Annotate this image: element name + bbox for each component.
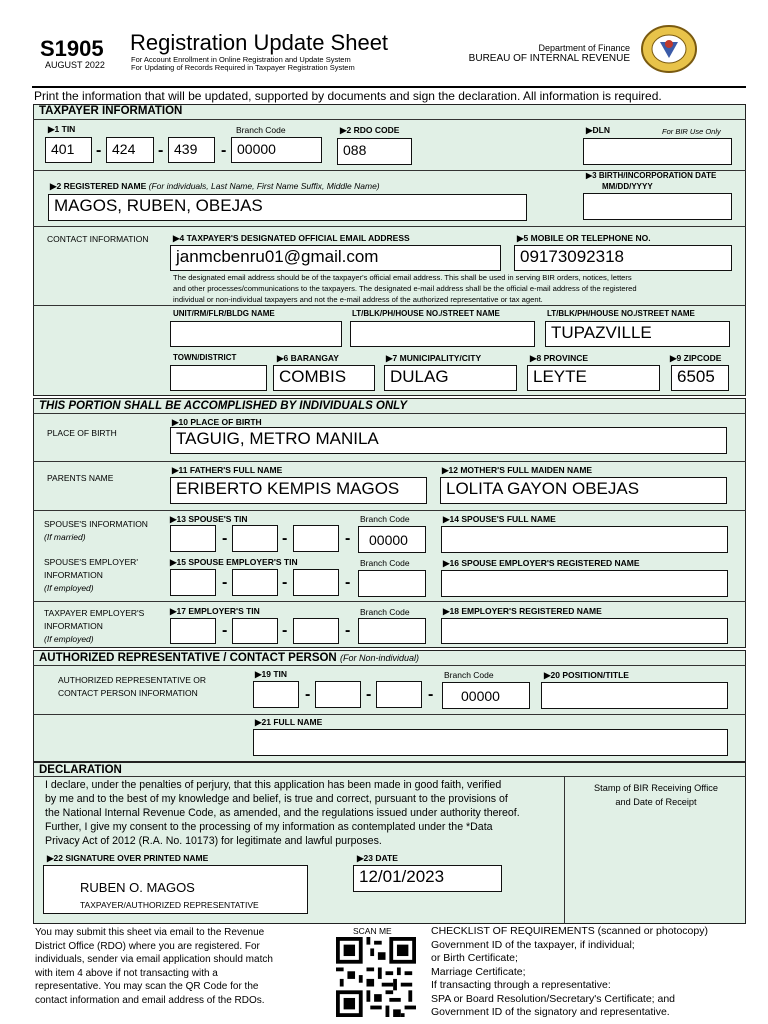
tin-dash: - [158, 142, 164, 159]
spouse-branch-field[interactable]: 00000 [358, 526, 426, 553]
contact-info-label: CONTACT INFORMATION [47, 234, 149, 244]
zipcode-label: ▶9 ZIPCODE [670, 353, 722, 363]
declaration-section-title: DECLARATION [39, 764, 122, 776]
tin-dash: - [96, 142, 102, 159]
department-name: Department of Finance [538, 43, 630, 53]
tin-dash: - [282, 530, 288, 547]
header-rule [32, 86, 746, 88]
province-field[interactable]: LEYTE [527, 365, 660, 391]
rdo-code-label: ▶2 RDO CODE [340, 125, 400, 135]
tin-dash: - [345, 574, 351, 591]
lot-label: LT/BLK/PH/HOUSE NO./STREET NAME [352, 309, 500, 318]
email-label: ▶4 TAXPAYER'S DESIGNATED OFFICIAL EMAIL ADDRESS [173, 233, 410, 243]
phone-label: ▶5 MOBILE OR TELEPHONE NO. [517, 233, 651, 243]
spouse-employer-side-note: (If employed) [44, 583, 94, 593]
checklist-item: If transacting through a representative: [431, 979, 611, 991]
signature-label: ▶22 SIGNATURE OVER PRINTED NAME [47, 853, 209, 863]
form-number: S1905 [40, 36, 104, 61]
employer-tin-label: ▶17 EMPLOYER'S TIN [170, 606, 260, 616]
employer-tin-field-1[interactable] [170, 618, 216, 644]
employer-branch-field[interactable] [358, 618, 426, 644]
checklist-title: CHECKLIST OF REQUIREMENTS (scanned or photocopy) [431, 925, 708, 937]
spouse-employer-name-field[interactable] [441, 570, 728, 597]
mother-name-field[interactable]: LOLITA GAYON OBEJAS [440, 477, 727, 504]
employer-tin-field-2[interactable] [232, 618, 278, 644]
scan-me-label: SCAN ME [353, 926, 392, 936]
province-label: ▶8 PROVINCE [530, 353, 589, 363]
representative-branch-field[interactable]: 00000 [442, 682, 530, 709]
place-of-birth-side-label: PLACE OF BIRTH [47, 428, 117, 438]
employer-name-label: ▶18 EMPLOYER'S REGISTERED NAME [443, 606, 602, 616]
qr-code-icon[interactable] [333, 937, 419, 1017]
checklist-item: or Birth Certificate; [431, 952, 518, 964]
spouse-employer-tin-field-3[interactable] [293, 569, 339, 596]
parents-side-label: PARENTS NAME [47, 473, 114, 483]
spouse-employer-side-label: SPOUSE'S EMPLOYER' [44, 557, 138, 567]
rdo-code-field[interactable]: 088 [337, 138, 412, 165]
divider [33, 413, 746, 414]
tin-field-1[interactable]: 401 [45, 137, 92, 163]
tin-dash: - [366, 686, 372, 703]
form-date: AUGUST 2022 [45, 60, 105, 70]
stamp-label-2: and Date of Receipt [615, 797, 697, 807]
employer-tin-field-3[interactable] [293, 618, 339, 644]
submission-note: You may submit this sheet via email to the Revenue District Office (RDO) where you are registered. For individuals, sender via email application should match with item 4 above if not transacting with a representative. You may scan the QR Code for the contact information and email address of the RDOs. [35, 927, 273, 1006]
phone-field[interactable]: 09173092318 [514, 245, 732, 271]
unit-label: UNIT/RM/FLR/BLDG NAME [173, 309, 275, 318]
declaration-divider [564, 776, 565, 924]
birth-date-field[interactable] [583, 193, 732, 220]
employer-name-field[interactable] [441, 618, 728, 644]
divider [33, 665, 746, 666]
lot-field[interactable] [350, 321, 535, 347]
form-subtitle-1: For Account Enrollment in Online Registration and Update System [131, 55, 351, 64]
dln-label: ▶DLN [586, 125, 611, 135]
spouse-employer-tin-field-2[interactable] [232, 569, 278, 596]
representative-branch-label: Branch Code [444, 670, 494, 680]
tin-field-3[interactable]: 439 [168, 137, 215, 163]
spouse-side-label: SPOUSE'S INFORMATION [44, 519, 148, 529]
email-note-3: individual or non-individual taxpayers and not the e-mail address of the authorized representative or tax agent. [173, 295, 543, 304]
mother-name-label: ▶12 MOTHER'S FULL MAIDEN NAME [442, 465, 593, 475]
spouse-tin-field-3[interactable] [293, 525, 339, 552]
dln-note: For BIR Use Only [662, 127, 721, 136]
checklist-item: SPA or Board Resolution/Secretary's Certificate; and [431, 992, 676, 1005]
tin-dash: - [222, 530, 228, 547]
spouse-employer-name-label: ▶16 SPOUSE EMPLOYER'S REGISTERED NAME [443, 558, 640, 568]
divider [33, 510, 746, 511]
signer-name: RUBEN O. MAGOS [80, 880, 195, 895]
spouse-employer-tin-label: ▶15 SPOUSE EMPLOYER'S TIN [170, 557, 298, 567]
individual-section-title: THIS PORTION SHALL BE ACCOMPLISHED BY INDIVIDUALS ONLY [39, 400, 408, 412]
tin-dash: - [305, 686, 311, 703]
unit-field[interactable] [170, 321, 342, 347]
street-field[interactable]: TUPAZVILLE [545, 321, 730, 347]
divider [33, 601, 746, 602]
email-note-1: The designated email address should be of the taxpayer's official email address. This shall be used in serving BIR orders, notices, letters [173, 273, 632, 282]
checklist-item: Government ID of the signatory and representative. [431, 1006, 670, 1018]
birth-date-label: ▶3 BIRTH/INCORPORATION DATE [586, 171, 717, 180]
spouse-name-field[interactable] [441, 526, 728, 553]
position-field[interactable] [541, 682, 728, 709]
employer-side-label-2: INFORMATION [44, 621, 103, 631]
spouse-tin-field-1[interactable] [170, 525, 216, 552]
branch-code-field[interactable]: 00000 [231, 137, 322, 163]
employer-side-label: TAXPAYER EMPLOYER'S [44, 608, 145, 618]
tin-dash: - [345, 622, 351, 639]
tin-dash: - [428, 686, 434, 703]
barangay-label: ▶6 BARANGAY [277, 353, 339, 363]
tin-field-2[interactable]: 424 [106, 137, 154, 163]
checklist-item: Government ID of the taxpayer, if individual; [431, 938, 635, 951]
spouse-name-label: ▶14 SPOUSE'S FULL NAME [443, 514, 556, 524]
divider [33, 714, 746, 715]
representative-tin-label: ▶19 TIN [255, 669, 288, 679]
form-subtitle-2: For Updating of Records Required in Taxpayer Registration System [131, 63, 355, 72]
tin-label: ▶1 TIN [48, 124, 76, 134]
tin-dash: - [221, 142, 227, 159]
spouse-employer-branch-field[interactable] [358, 570, 426, 597]
position-label: ▶20 POSITION/TITLE [544, 670, 629, 680]
zipcode-field[interactable]: 6505 [671, 365, 729, 391]
tin-dash: - [222, 622, 228, 639]
full-name-field[interactable] [253, 729, 728, 756]
spouse-tin-field-2[interactable] [232, 525, 278, 552]
spouse-branch-label: Branch Code [360, 514, 410, 524]
employer-side-note: (If employed) [44, 634, 94, 644]
divider [33, 305, 746, 306]
spouse-employer-side-label-2: INFORMATION [44, 570, 103, 580]
divider [33, 226, 746, 227]
town-field[interactable] [170, 365, 267, 391]
spouse-tin-label: ▶13 SPOUSE'S TIN [170, 514, 248, 524]
divider [33, 461, 746, 462]
date-label: ▶23 DATE [357, 853, 398, 863]
stamp-label: Stamp of BIR Receiving Office [594, 783, 718, 793]
municipality-label: ▶7 MUNICIPALITY/CITY [386, 353, 482, 363]
signer-role: TAXPAYER/AUTHORIZED REPRESENTATIVE [80, 900, 259, 910]
representative-side-label: AUTHORIZED REPRESENTATIVE OR [58, 675, 206, 685]
barangay-field[interactable]: COMBIS [273, 365, 375, 391]
tin-dash: - [345, 530, 351, 547]
registered-name-field[interactable]: MAGOS, RUBEN, OBEJAS [48, 194, 527, 221]
representative-tin-field-2[interactable] [315, 681, 361, 708]
birth-date-format: MM/DD/YYYY [602, 182, 653, 191]
municipality-field[interactable]: DULAG [384, 365, 517, 391]
bir-seal-icon [640, 24, 698, 74]
father-name-field[interactable]: ERIBERTO KEMPIS MAGOS [170, 477, 427, 504]
representative-tin-field-1[interactable] [253, 681, 299, 708]
place-of-birth-field[interactable]: TAGUIG, METRO MANILA [170, 427, 727, 454]
email-note-2: and other processes/communications to the taxpayers. The designated e-mail address shall be the official e-mail address of the registered [173, 284, 637, 293]
divider [33, 119, 746, 120]
instruction-text: Print the information that will be updated, supported by documents and sign the declaration. All information is required. [34, 89, 662, 103]
spouse-side-note: (If married) [44, 532, 86, 542]
town-label: TOWN/DISTRICT [173, 353, 237, 362]
employer-branch-label: Branch Code [360, 607, 410, 617]
representative-side-label-2: CONTACT PERSON INFORMATION [58, 688, 198, 698]
registered-name-label: ▶2 REGISTERED NAME (For individuals, Last Name, First Name Suffix, Middle Name) [50, 181, 380, 191]
tin-dash: - [282, 574, 288, 591]
checklist [431, 925, 708, 1020]
representative-section-title: AUTHORIZED REPRESENTATIVE / CONTACT PERSON (For Non-individual) [39, 652, 419, 664]
place-of-birth-label: ▶10 PLACE OF BIRTH [172, 417, 262, 427]
divider [33, 776, 746, 777]
spouse-employer-tin-field-1[interactable] [170, 569, 216, 596]
email-field[interactable]: janmcbenru01@gmail.com [170, 245, 501, 271]
form-title: Registration Update Sheet [130, 30, 389, 55]
tin-dash: - [222, 574, 228, 591]
tin-dash: - [282, 622, 288, 639]
full-name-label: ▶21 FULL NAME [255, 717, 323, 727]
declaration-text: I declare, under the penalties of perjury, that this application has been made in good faith, verified by me and to the best of my knowledge and belief, is true and correct, pursuant to the provisions of the National Internal Revenue Code, as amended, and the regulations issued under authority thereof. Further, I give my consent to the processing of my information as contemplated under the *Data Privacy Act of 2012 (R.A. No. 10173) for legitimate and lawful purposes. [45, 779, 520, 847]
checklist-item: Marriage Certificate; [431, 965, 526, 978]
taxpayer-section-title: TAXPAYER INFORMATION [39, 105, 183, 117]
father-name-label: ▶11 FATHER'S FULL NAME [172, 465, 283, 475]
branch-code-label: Branch Code [236, 125, 286, 135]
representative-tin-field-3[interactable] [376, 681, 422, 708]
date-field[interactable]: 12/01/2023 [353, 865, 502, 892]
dln-field[interactable] [583, 138, 732, 165]
bureau-name: BUREAU OF INTERNAL REVENUE [468, 53, 630, 64]
spouse-employer-branch-label: Branch Code [360, 558, 410, 568]
street-label: LT/BLK/PH/HOUSE NO./STREET NAME [547, 309, 695, 318]
